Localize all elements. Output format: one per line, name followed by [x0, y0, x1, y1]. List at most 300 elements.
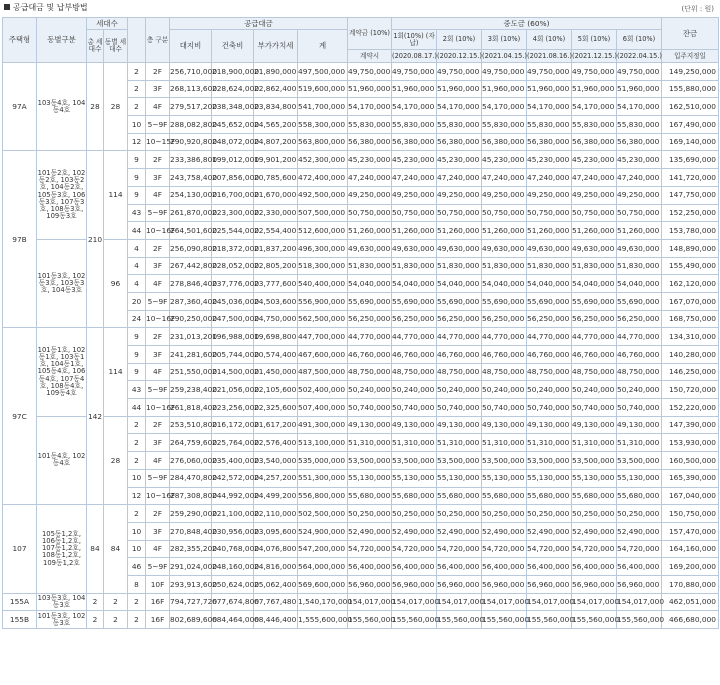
vat-cell: 22,862,400: [254, 80, 298, 98]
vat-cell: 20,574,400: [254, 346, 298, 364]
table-row: [3, 151, 719, 169]
installment-6-cell: 51,830,000: [617, 257, 662, 275]
installment-6-cell: 55,690,000: [617, 292, 662, 310]
count-cell: 43: [128, 381, 146, 399]
land-cell: 287,308,800: [170, 487, 212, 505]
contract-cell: 51,310,000: [348, 434, 392, 452]
header-installment-4: 4회 (10%): [527, 30, 572, 50]
installment-1-cell: 51,960,000: [392, 80, 437, 98]
total-households-cell: 28: [87, 63, 104, 151]
balance-cell: 150,750,000: [662, 505, 719, 523]
installment-4-cell: 49,130,000: [527, 416, 572, 434]
sum-cell: 447,700,000: [298, 328, 348, 346]
installment-4-cell: 44,770,000: [527, 328, 572, 346]
balance-cell: 149,250,000: [662, 63, 719, 81]
installment-4-cell: 49,630,000: [527, 239, 572, 257]
building-cell: 238,348,000: [212, 98, 254, 116]
header-balance: 잔금: [662, 18, 719, 50]
installment-1-cell: 49,250,000: [392, 186, 437, 204]
land-cell: 268,113,600: [170, 80, 212, 98]
contract-cell: 50,750,000: [348, 204, 392, 222]
installment-1-cell: 51,310,000: [392, 434, 437, 452]
balance-cell: 170,880,000: [662, 575, 719, 593]
installment-6-cell: 48,750,000: [617, 363, 662, 381]
installment-1-cell: 50,240,000: [392, 381, 437, 399]
balance-cell: 168,750,000: [662, 310, 719, 328]
table-body: [3, 63, 719, 629]
land-cell: 256,090,800: [170, 239, 212, 257]
dong-households-cell: 2: [104, 611, 128, 629]
floor-cell: 5~9F: [146, 116, 170, 134]
sum-cell: 467,600,000: [298, 346, 348, 364]
land-cell: 254,130,000: [170, 186, 212, 204]
installment-2-cell: 50,250,000: [437, 505, 482, 523]
floor-cell: 4F: [146, 452, 170, 470]
count-cell: 9: [128, 346, 146, 364]
contract-cell: 56,380,000: [348, 133, 392, 151]
contract-cell: 55,130,000: [348, 469, 392, 487]
installment-5-cell: 49,130,000: [572, 416, 617, 434]
dong-cell: 101동4호, 102동4호: [37, 416, 87, 504]
sum-cell: 541,700,000: [298, 98, 348, 116]
balance-cell: 135,690,000: [662, 151, 719, 169]
installment-2-cell: 51,830,000: [437, 257, 482, 275]
installment-6-cell: 54,720,000: [617, 540, 662, 558]
floor-cell: 2F: [146, 151, 170, 169]
floor-cell: 16F: [146, 593, 170, 611]
vat-cell: 22,110,000: [254, 505, 298, 523]
installment-4-cell: 55,130,000: [527, 469, 572, 487]
installment-4-cell: 49,250,000: [527, 186, 572, 204]
balance-cell: 141,720,000: [662, 169, 719, 187]
land-cell: 288,082,800: [170, 116, 212, 134]
count-cell: 10: [128, 522, 146, 540]
header-installment-2-date: (2020.12.15.): [437, 50, 482, 63]
installment-5-cell: 154,017,000: [572, 593, 617, 611]
vat-cell: 21,837,200: [254, 239, 298, 257]
vat-cell: 24,499,200: [254, 487, 298, 505]
dong-households-cell: 96: [104, 239, 128, 327]
sum-cell: 487,500,000: [298, 363, 348, 381]
installment-2-cell: 51,960,000: [437, 80, 482, 98]
header-installment-5-date: (2021.12.15.): [572, 50, 617, 63]
contract-cell: 49,250,000: [348, 186, 392, 204]
count-cell: 2: [128, 416, 146, 434]
dong-cell: 103동3호, 104동3호: [37, 593, 86, 609]
dong-households-cell: 114: [104, 328, 128, 416]
header-contract-when: 계약시: [348, 50, 392, 63]
sum-cell: 562,500,000: [298, 310, 348, 328]
contract-cell: 49,130,000: [348, 416, 392, 434]
installment-3-cell: 55,690,000: [482, 292, 527, 310]
header-installment-3: 3회 (10%): [482, 30, 527, 50]
header-sum: 계: [298, 30, 348, 63]
floor-cell: 3F: [146, 80, 170, 98]
installment-2-cell: 49,630,000: [437, 239, 482, 257]
balance-cell: 167,070,000: [662, 292, 719, 310]
unit-label: (단위 : 원): [681, 5, 714, 13]
vat-cell: 25,062,400: [254, 575, 298, 593]
building-cell: 242,572,000: [212, 469, 254, 487]
building-cell: 248,160,000: [212, 558, 254, 576]
building-cell: 245,652,000: [212, 116, 254, 134]
count-cell: 4: [128, 239, 146, 257]
installment-6-cell: 50,250,000: [617, 505, 662, 523]
count-cell: 9: [128, 169, 146, 187]
installment-3-cell: 155,560,000: [482, 611, 527, 629]
installment-1-cell: 50,740,000: [392, 399, 437, 417]
installment-6-cell: 154,017,000: [617, 593, 662, 611]
land-cell: 270,848,400: [170, 522, 212, 540]
land-cell: 241,281,600: [170, 346, 212, 364]
installment-2-cell: 45,230,000: [437, 151, 482, 169]
total-households-cell: 210: [87, 151, 104, 328]
balance-cell: 147,750,000: [662, 186, 719, 204]
contract-cell: 56,960,000: [348, 575, 392, 593]
table-row: [3, 416, 719, 434]
installment-4-cell: 54,040,000: [527, 275, 572, 293]
vat-cell: 67,767,480: [254, 593, 298, 611]
land-cell: 264,759,600: [170, 434, 212, 452]
installment-4-cell: 51,960,000: [527, 80, 572, 98]
installment-2-cell: 56,960,000: [437, 575, 482, 593]
count-cell: 10: [128, 469, 146, 487]
installment-4-cell: 56,400,000: [527, 558, 572, 576]
sum-cell: 472,400,000: [298, 169, 348, 187]
installment-5-cell: 53,500,000: [572, 452, 617, 470]
installment-2-cell: 49,750,000: [437, 63, 482, 81]
installment-3-cell: 48,750,000: [482, 363, 527, 381]
building-cell: 214,500,000: [212, 363, 254, 381]
header-land: 대지비: [170, 30, 212, 63]
vat-cell: 24,807,200: [254, 133, 298, 151]
installment-2-cell: 55,680,000: [437, 487, 482, 505]
balance-cell: 167,490,000: [662, 116, 719, 134]
installment-1-cell: 48,750,000: [392, 363, 437, 381]
header-installment-1-date: (2020.08.17.): [392, 50, 437, 63]
count-cell: 9: [128, 151, 146, 169]
installment-4-cell: 49,750,000: [527, 63, 572, 81]
installment-1-cell: 154,017,000: [392, 593, 437, 611]
installment-4-cell: 50,750,000: [527, 204, 572, 222]
floor-cell: 2F: [146, 239, 170, 257]
installment-5-cell: 50,750,000: [572, 204, 617, 222]
table-row: [3, 505, 719, 523]
installment-4-cell: 55,680,000: [527, 487, 572, 505]
building-cell: 245,036,000: [212, 292, 254, 310]
floor-cell: 4F: [146, 540, 170, 558]
installment-3-cell: 54,720,000: [482, 540, 527, 558]
land-cell: 282,355,200: [170, 540, 212, 558]
floor-cell: 10~16F: [146, 399, 170, 417]
installment-4-cell: 51,310,000: [527, 434, 572, 452]
installment-3-cell: 53,500,000: [482, 452, 527, 470]
contract-cell: 51,830,000: [348, 257, 392, 275]
total-households-cell: 2: [87, 611, 104, 629]
contract-cell: 56,250,000: [348, 310, 392, 328]
floor-cell: 4F: [146, 186, 170, 204]
land-cell: 253,510,800: [170, 416, 212, 434]
land-cell: 243,758,400: [170, 169, 212, 187]
page-title: 공급대금 및 납부방법: [4, 2, 88, 13]
contract-cell: 48,750,000: [348, 363, 392, 381]
count-cell: 12: [128, 133, 146, 151]
contract-cell: 50,250,000: [348, 505, 392, 523]
vat-cell: 22,805,200: [254, 257, 298, 275]
building-cell: 677,674,800: [212, 593, 254, 611]
land-cell: 261,818,400: [170, 399, 212, 417]
installment-5-cell: 55,690,000: [572, 292, 617, 310]
floor-cell: 10~15F: [146, 133, 170, 151]
building-cell: 228,624,000: [212, 80, 254, 98]
installment-1-cell: 49,750,000: [392, 63, 437, 81]
installment-5-cell: 51,310,000: [572, 434, 617, 452]
installment-3-cell: 54,040,000: [482, 275, 527, 293]
installment-5-cell: 46,760,000: [572, 346, 617, 364]
installment-5-cell: 56,400,000: [572, 558, 617, 576]
installment-6-cell: 47,240,000: [617, 169, 662, 187]
sum-cell: 452,300,000: [298, 151, 348, 169]
installment-4-cell: 155,560,000: [527, 611, 572, 629]
floor-cell: 5~9F: [146, 469, 170, 487]
sum-cell: 496,300,000: [298, 239, 348, 257]
installment-2-cell: 51,310,000: [437, 434, 482, 452]
header-households: 세대수: [87, 18, 128, 30]
balance-cell: 165,390,000: [662, 469, 719, 487]
installment-3-cell: 56,400,000: [482, 558, 527, 576]
count-cell: 44: [128, 222, 146, 240]
count-cell: 2: [128, 611, 146, 629]
floor-cell: 10~16F: [146, 310, 170, 328]
installment-3-cell: 45,230,000: [482, 151, 527, 169]
installment-1-cell: 54,170,000: [392, 98, 437, 116]
header-dong: 동별구분: [37, 18, 87, 63]
installment-2-cell: 155,560,000: [437, 611, 482, 629]
count-cell: 24: [128, 310, 146, 328]
installment-1-cell: 51,260,000: [392, 222, 437, 240]
installment-6-cell: 53,500,000: [617, 452, 662, 470]
unit-type-cell: 107: [3, 505, 37, 593]
installment-4-cell: 45,230,000: [527, 151, 572, 169]
installment-2-cell: 56,250,000: [437, 310, 482, 328]
installment-2-cell: 47,240,000: [437, 169, 482, 187]
installment-6-cell: 55,680,000: [617, 487, 662, 505]
count-cell: 9: [128, 186, 146, 204]
header-total-households: 총 세대수: [87, 30, 104, 63]
installment-2-cell: 51,260,000: [437, 222, 482, 240]
sum-cell: 551,300,000: [298, 469, 348, 487]
installment-6-cell: 51,260,000: [617, 222, 662, 240]
header-balance-when: 입주지정일: [662, 50, 719, 63]
contract-cell: 56,400,000: [348, 558, 392, 576]
building-cell: 244,992,000: [212, 487, 254, 505]
installment-1-cell: 56,960,000: [392, 575, 437, 593]
installment-4-cell: 50,240,000: [527, 381, 572, 399]
vat-cell: 22,576,400: [254, 434, 298, 452]
count-cell: 10: [128, 540, 146, 558]
contract-cell: 49,750,000: [348, 63, 392, 81]
installment-5-cell: 49,250,000: [572, 186, 617, 204]
installment-4-cell: 154,017,000: [527, 593, 572, 611]
building-cell: 684,464,000: [212, 611, 254, 629]
contract-cell: 50,240,000: [348, 381, 392, 399]
building-cell: 207,856,000: [212, 169, 254, 187]
installment-1-cell: 56,400,000: [392, 558, 437, 576]
balance-cell: 162,120,000: [662, 275, 719, 293]
vat-cell: 21,450,000: [254, 363, 298, 381]
installment-3-cell: 50,250,000: [482, 505, 527, 523]
installment-5-cell: 54,170,000: [572, 98, 617, 116]
installment-2-cell: 54,170,000: [437, 98, 482, 116]
installment-1-cell: 56,380,000: [392, 133, 437, 151]
building-cell: 218,372,000: [212, 239, 254, 257]
vat-cell: 23,834,800: [254, 98, 298, 116]
land-cell: 267,442,800: [170, 257, 212, 275]
building-cell: 218,900,000: [212, 63, 254, 81]
installment-3-cell: 46,760,000: [482, 346, 527, 364]
installment-5-cell: 49,630,000: [572, 239, 617, 257]
balance-cell: 164,160,000: [662, 540, 719, 558]
installment-5-cell: 51,260,000: [572, 222, 617, 240]
sum-cell: 518,300,000: [298, 257, 348, 275]
installment-5-cell: 50,250,000: [572, 505, 617, 523]
contract-cell: 46,760,000: [348, 346, 392, 364]
building-cell: 205,744,000: [212, 346, 254, 364]
count-cell: 44: [128, 399, 146, 417]
installment-4-cell: 55,690,000: [527, 292, 572, 310]
installment-1-cell: 44,770,000: [392, 328, 437, 346]
installment-6-cell: 50,750,000: [617, 204, 662, 222]
land-cell: 802,689,600: [170, 611, 212, 629]
table-row: [3, 611, 719, 629]
building-cell: 216,700,000: [212, 186, 254, 204]
installment-6-cell: 49,250,000: [617, 186, 662, 204]
installment-3-cell: 50,240,000: [482, 381, 527, 399]
contract-cell: 47,240,000: [348, 169, 392, 187]
installment-5-cell: 47,240,000: [572, 169, 617, 187]
floor-cell: 10F: [146, 575, 170, 593]
land-cell: 251,550,000: [170, 363, 212, 381]
header-installment-5: 5회 (10%): [572, 30, 617, 50]
sum-cell: 564,000,000: [298, 558, 348, 576]
installment-3-cell: 56,960,000: [482, 575, 527, 593]
land-cell: 256,710,000: [170, 63, 212, 81]
building-cell: 237,776,000: [212, 275, 254, 293]
sum-cell: 1,555,600,000: [298, 611, 348, 629]
header-supply: 공급대금: [170, 18, 348, 30]
installment-6-cell: 56,250,000: [617, 310, 662, 328]
dong-cell: 103동4호, 104동4호: [37, 63, 87, 151]
land-cell: 259,290,000: [170, 505, 212, 523]
vat-cell: 23,777,600: [254, 275, 298, 293]
vat-cell: 24,816,000: [254, 558, 298, 576]
building-cell: 230,956,000: [212, 522, 254, 540]
count-cell: 2: [128, 452, 146, 470]
count-cell: 2: [128, 434, 146, 452]
installment-1-cell: 54,040,000: [392, 275, 437, 293]
sum-cell: 491,300,000: [298, 416, 348, 434]
sum-cell: 569,600,000: [298, 575, 348, 593]
installment-6-cell: 51,960,000: [617, 80, 662, 98]
count-cell: 4: [128, 275, 146, 293]
building-cell: 228,052,000: [212, 257, 254, 275]
installment-3-cell: 50,740,000: [482, 399, 527, 417]
sum-cell: 524,900,000: [298, 522, 348, 540]
balance-cell: 147,390,000: [662, 416, 719, 434]
building-cell: 248,072,000: [212, 133, 254, 151]
floor-cell: 10~16F: [146, 487, 170, 505]
installment-4-cell: 56,960,000: [527, 575, 572, 593]
balance-cell: 155,880,000: [662, 80, 719, 98]
contract-cell: 50,740,000: [348, 399, 392, 417]
table-row: [3, 63, 719, 81]
floor-cell: 5~9F: [146, 204, 170, 222]
count-cell: 20: [128, 292, 146, 310]
sum-cell: 556,900,000: [298, 292, 348, 310]
installment-2-cell: 46,760,000: [437, 346, 482, 364]
installment-2-cell: 56,380,000: [437, 133, 482, 151]
contract-cell: 54,720,000: [348, 540, 392, 558]
balance-cell: 146,250,000: [662, 363, 719, 381]
header-interim: 중도금 (60%): [392, 18, 662, 30]
installment-2-cell: 56,400,000: [437, 558, 482, 576]
contract-cell: 51,960,000: [348, 80, 392, 98]
contract-cell: 53,500,000: [348, 452, 392, 470]
installment-5-cell: 49,750,000: [572, 63, 617, 81]
count-cell: 2: [128, 505, 146, 523]
building-cell: 225,544,000: [212, 222, 254, 240]
installment-5-cell: 55,680,000: [572, 487, 617, 505]
floor-cell: 2F: [146, 505, 170, 523]
installment-6-cell: 51,310,000: [617, 434, 662, 452]
header-type: 주택형: [3, 18, 37, 63]
installment-3-cell: 51,260,000: [482, 222, 527, 240]
floor-cell: 4F: [146, 363, 170, 381]
floor-cell: 2F: [146, 416, 170, 434]
unit-type-cell: 97A: [3, 63, 37, 151]
installment-6-cell: 50,240,000: [617, 381, 662, 399]
land-cell: 291,024,000: [170, 558, 212, 576]
balance-cell: 167,040,000: [662, 487, 719, 505]
balance-cell: 466,680,000: [662, 611, 719, 629]
contract-cell: 49,630,000: [348, 239, 392, 257]
balance-cell: 157,470,000: [662, 522, 719, 540]
title-bar: [0, 0, 720, 16]
header-installment-3-date: (2021.04.15.): [482, 50, 527, 63]
installment-2-cell: 50,750,000: [437, 204, 482, 222]
installment-4-cell: 47,240,000: [527, 169, 572, 187]
contract-cell: 44,770,000: [348, 328, 392, 346]
installment-2-cell: 55,830,000: [437, 116, 482, 134]
sum-cell: 556,800,000: [298, 487, 348, 505]
installment-3-cell: 50,750,000: [482, 204, 527, 222]
installment-2-cell: 48,750,000: [437, 363, 482, 381]
vat-cell: 22,330,000: [254, 204, 298, 222]
vat-cell: 19,901,200: [254, 151, 298, 169]
installment-4-cell: 54,170,000: [527, 98, 572, 116]
dong-households-cell: 114: [104, 151, 128, 239]
building-cell: 221,100,000: [212, 505, 254, 523]
sum-cell: 547,200,000: [298, 540, 348, 558]
vat-cell: 23,095,600: [254, 522, 298, 540]
sum-cell: 519,600,000: [298, 80, 348, 98]
installment-3-cell: 49,750,000: [482, 63, 527, 81]
count-cell: 43: [128, 204, 146, 222]
contract-cell: 55,690,000: [348, 292, 392, 310]
installment-3-cell: 51,960,000: [482, 80, 527, 98]
contract-cell: 51,260,000: [348, 222, 392, 240]
contract-cell: 155,560,000: [348, 611, 392, 629]
